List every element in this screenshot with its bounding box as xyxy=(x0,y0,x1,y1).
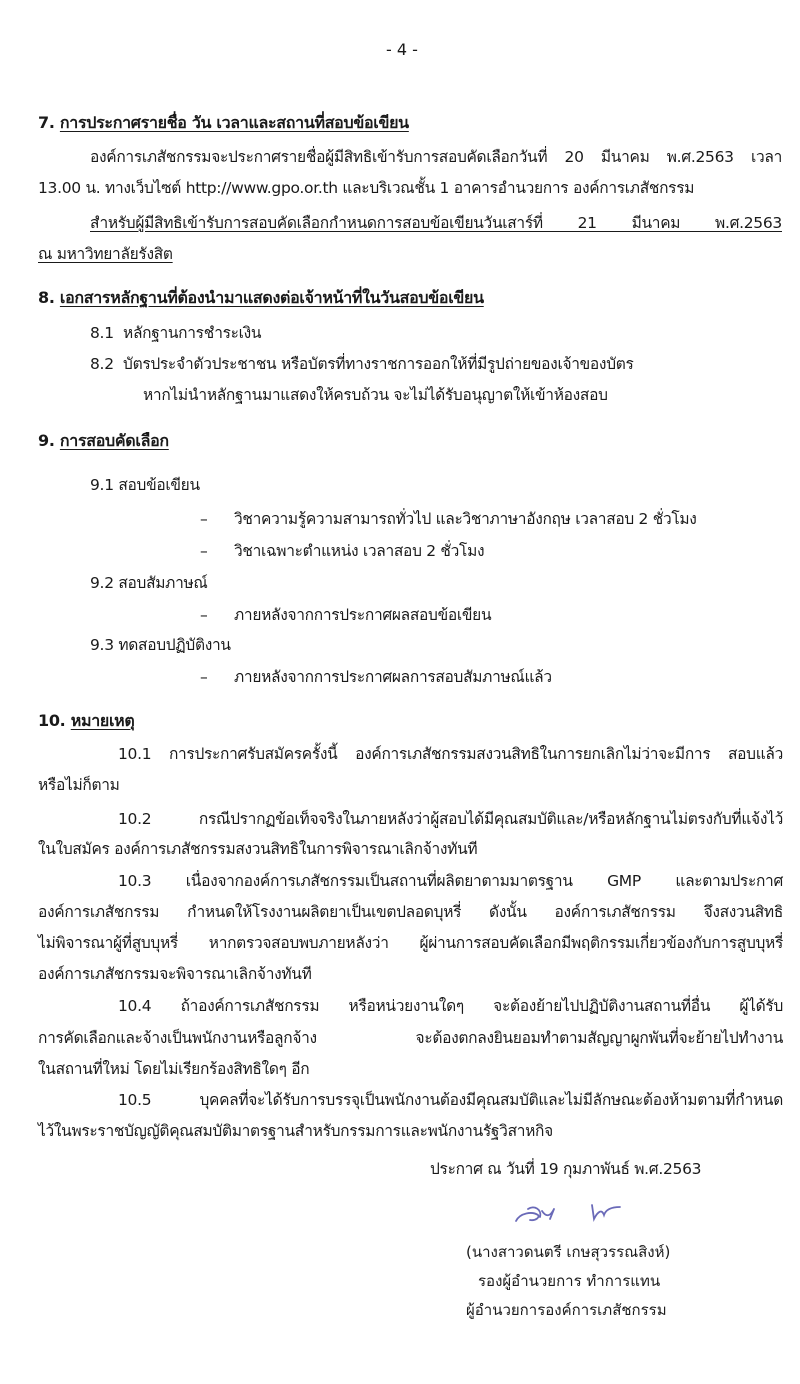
page-number: - 4 - xyxy=(386,40,418,59)
section-9-3-label: 9.3 ทดสอบปฏิบัติงาน xyxy=(90,636,231,654)
bullet-text: วิชาความรู้ความสามารถทั่วไป และวิชาภาษาอังกฤษ เวลาสอบ 2 ชั่วโมง xyxy=(234,510,697,528)
handwritten-signature-icon xyxy=(510,1195,630,1231)
section-9-heading xyxy=(38,430,169,452)
section-10-line-3: 10.2 กรณีปรากฏข้อเท็จจริงในภายหลังว่าผู้สอบได้มีคุณสมบัติและ/หรือหลักฐานไม่ตรงกับที่แจ้งไว้ xyxy=(118,810,783,828)
item-text: บัตรประจำตัวประชาชน หรือบัตรที่ทางราชการออกให้ที่มีรูปถ่ายของเจ้าของบัตร xyxy=(123,355,634,373)
section-10-line-7: ไม่พิจารณาผู้ที่สูบบุหรี่ หากตรวจสอบพบภายหลังว่า ผู้ผ่านการสอบคัดเลือกมีพฤติกรรมเกี่ยวข้องกับการสูบบุหรี่ xyxy=(38,934,783,952)
section-10-heading xyxy=(38,710,135,732)
section-9-title: การสอบคัดเลือก xyxy=(59,431,169,450)
section-10-line-5: 10.3 เนื่องจากองค์การเภสัชกรรมเป็นสถานที่ผลิตยาตามมาตรฐาน GMP และตามประกาศ xyxy=(118,872,783,890)
section-10-line-1: 10.1 การประกาศรับสมัครครั้งนี้ องค์การเภสัชกรรมสงวนสิทธิในการยกเลิกไม่ว่าจะมีการ สอบแล้ว xyxy=(118,745,783,763)
section-9-1-bullet-1 xyxy=(200,508,697,530)
section-10-line-12: 10.5 บุคคลที่จะได้รับการบรรจุเป็นพนักงานต้องมีคุณสมบัติและไม่มีลักษณะต้องห้ามตามที่กำหนด xyxy=(118,1091,783,1109)
section-7-title: การประกาศรายชื่อ วัน เวลาและสถานที่สอบข้อเขียน xyxy=(59,113,409,132)
bullet-text: ภายหลังจากการประกาศผลสอบข้อเขียน xyxy=(234,606,492,624)
section-7-para2-line2: ณ มหาวิทยาลัยรังสิต xyxy=(38,245,173,263)
section-8-item-1 xyxy=(90,322,261,344)
section-10-line-2: หรือไม่ก็ตาม xyxy=(38,776,120,794)
bullet-text: ภายหลังจากการประกาศผลการสอบสัมภาษณ์แล้ว xyxy=(234,668,552,686)
section-7-number: 7. xyxy=(38,113,55,132)
section-10-line-6: องค์การเภสัชกรรม กำหนดให้โรงงานผลิตยาเป็นเขตปลอดบุหรี่ ดังนั้น องค์การเภสัชกรรม จึงสงวนสิทธิ xyxy=(38,903,783,921)
section-7-para2-line1: สำหรับผู้มีสิทธิเข้ารับการสอบคัดเลือกกำหนดการสอบข้อเขียนวันเสาร์ที่ 21 มีนาคม พ.ศ.2563 xyxy=(90,214,782,232)
section-10-line-10: การคัดเลือกและจ้างเป็นพนักงานหรือลูกจ้าง จะต้องตกลงยินยอมทำตามสัญญาผูกพันที่จะย้ายไปทำงาน xyxy=(38,1029,783,1047)
dash-bullet-icon: – xyxy=(200,542,208,560)
section-8-note: หากไม่นำหลักฐานมาแสดงให้ครบถ้วน จะไม่ได้รับอนุญาตให้เข้าห้องสอบ xyxy=(143,386,608,404)
section-9-3-bullet-1 xyxy=(200,666,552,688)
section-8-item-2 xyxy=(90,353,634,375)
section-7-para1-line2: 13.00 น. ทางเว็บไซต์ http://www.gpo.or.th และบริเวณชั้น 1 อาคารอำนวยการ องค์การเภสัชกรรม xyxy=(38,179,695,197)
section-10-line-9: 10.4 ถ้าองค์การเภสัชกรรม หรือหน่วยงานใดๆ จะต้องย้ายไปปฏิบัติงานสถานที่อื่น ผู้ได้รับ xyxy=(118,997,783,1015)
section-8-title: เอกสารหลักฐานที่ต้องนำมาแสดงต่อเจ้าหน้าที่ในวันสอบข้อเขียน xyxy=(59,288,484,307)
section-10-number: 10. xyxy=(38,711,66,730)
section-9-number: 9. xyxy=(38,431,55,450)
dash-bullet-icon: – xyxy=(200,606,208,624)
section-10-line-13: ไว้ในพระราชบัญญัติคุณสมบัติมาตรฐานสำหรับกรรมการและพนักงานรัฐวิสาหกิจ xyxy=(38,1122,553,1140)
item-number: 8.2 xyxy=(90,355,114,373)
dash-bullet-icon: – xyxy=(200,668,208,686)
bullet-text: วิชาเฉพาะตำแหน่ง เวลาสอบ 2 ชั่วโมง xyxy=(234,542,485,560)
section-8-heading xyxy=(38,287,484,309)
dash-bullet-icon: – xyxy=(200,510,208,528)
section-10-line-8: องค์การเภสัชกรรมจะพิจารณาเลิกจ้างทันที xyxy=(38,965,312,983)
section-9-2-label: 9.2 สอบสัมภาษณ์ xyxy=(90,574,208,592)
item-number: 8.1 xyxy=(90,324,114,342)
section-9-1-bullet-2 xyxy=(200,540,484,562)
section-7-para1-line1: องค์การเภสัชกรรมจะประกาศรายชื่อผู้มีสิทธิเข้ารับการสอบคัดเลือกวันที่ 20 มีนาคม พ.ศ.2563 เวลา xyxy=(90,148,782,166)
signatory-position-line-2: ผู้อำนวยการองค์การเภสัชกรรม xyxy=(466,1301,667,1319)
section-10-line-11: ในสถานที่ใหม่ โดยไม่เรียกร้องสิทธิใดๆ อีก xyxy=(38,1060,310,1078)
signatory-position-line-1: รองผู้อำนวยการ ทำการแทน xyxy=(478,1272,661,1290)
section-10-line-4: ในใบสมัคร องค์การเภสัชกรรมสงวนสิทธิในการพิจารณาเลิกจ้างทันที xyxy=(38,840,478,858)
section-10-title: หมายเหตุ xyxy=(70,711,135,730)
announcement-date: ประกาศ ณ วันที่ 19 กุมภาพันธ์ พ.ศ.2563 xyxy=(430,1160,702,1178)
section-9-1-label: 9.1 สอบข้อเขียน xyxy=(90,476,200,494)
signatory-name: (นางสาวดนตรี เกษสุวรรณสิงห์) xyxy=(466,1243,671,1261)
section-8-number: 8. xyxy=(38,288,55,307)
section-9-2-bullet-1 xyxy=(200,604,491,626)
section-7-heading xyxy=(38,112,409,134)
item-text: หลักฐานการชำระเงิน xyxy=(123,324,262,342)
